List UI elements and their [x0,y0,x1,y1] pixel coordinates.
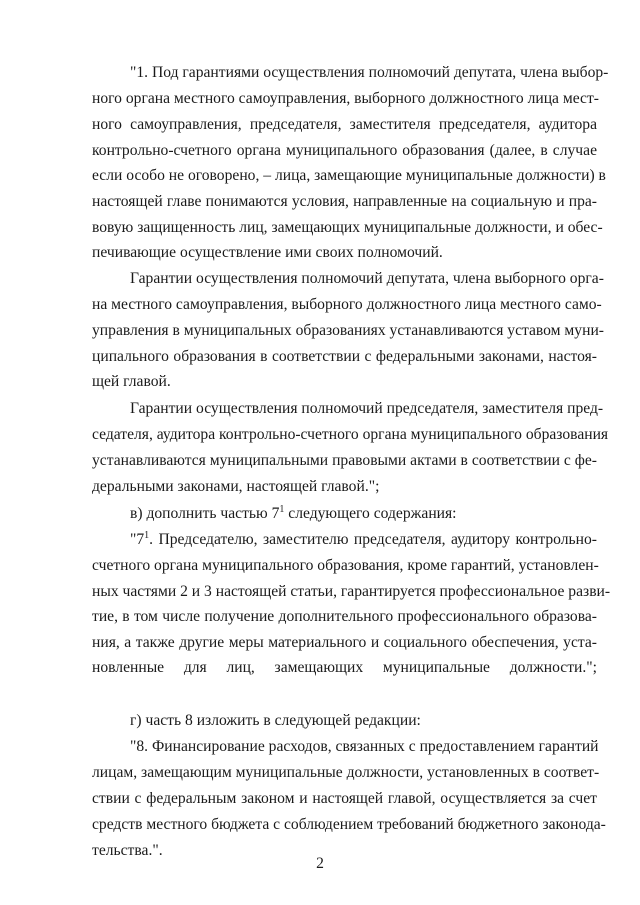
text-line: "1. Под гарантиями осуществления полномочий депутата, члена выбор- [130,64,609,81]
text-line: ного самоуправления, председателя, заместителя председателя, аудитора [92,116,597,133]
text-line: контрольно-счетного органа муниципального образования (далее, в случае [92,142,597,159]
text-line: счетного органа муниципального образования, кроме гарантий, установлен- [92,557,599,574]
text-line: Гарантии осуществления полномочий председателя, заместителя пред- [130,400,604,417]
text-line: ных частями 2 и 3 настоящей статьи, гарантируется профессиональное разви- [92,583,611,600]
text-line: ципального образования в соответствии с федеральными законами, настоя- [92,348,597,365]
text-line: новленные для лиц, замещающих муниципальные должности."; [92,659,597,676]
text-line [130,529,597,551]
page-number: 2 [316,855,324,872]
text-line: средств местного бюджета с соблюдением требований бюджетного законода- [92,816,606,833]
text-line: седателя, аудитора контрольно-счетного органа муниципального образования [92,426,609,443]
text-fragment: . Председателю, заместителю председателя, аудитору контрольно- [149,531,597,548]
text-line: печивающие осуществление ими своих полномочий. [92,244,443,261]
text-line: тельства.". [92,842,163,859]
text-line: г) часть 8 изложить в следующей редакции: [130,712,421,729]
superscript: 1 [279,504,285,515]
text-line: вовую защищенность лиц, замещающих муниципальные должности, и обес- [92,219,603,236]
text-fragment: "7 [130,531,145,548]
text-fragment: следующего содержания: [284,505,457,522]
text-line: Гарантии осуществления полномочий депутата, члена выборного орга- [130,270,604,287]
superscript: 1 [144,530,150,541]
text-line: "8. Финансирование расходов, связанных с предоставлением гарантий [130,738,599,755]
text-fragment: в) дополнить частью 7 [130,505,280,522]
text-line: лицам, замещающим муниципальные должности, установленных в соответ- [92,764,600,781]
text-line: если особо не оговорено, – лица, замещающие муниципальные должности) в [92,167,606,184]
text-line: ствии с федеральным законом и настоящей главой, осуществляется за счет [92,790,597,807]
text-line [92,683,597,705]
text-line: настоящей главе понимаются условия, направленные на социальную и пра- [92,193,597,210]
text-line: ного органа местного самоуправления, выборного должностного лица мест- [92,90,599,107]
text-line: ния, а также другие меры материального и социального обеспечения, уста- [92,634,597,651]
text-line: тие, в том числе получение дополнительного профессионального образова- [92,608,597,625]
text-line: устанавливаются муниципальными правовыми актами в соответствии с фе- [92,452,597,469]
text-line [130,503,597,525]
text-line: управления в муниципальных образованиях устанавливаются уставом муни- [92,322,604,339]
text-line: щей главой. [92,373,171,390]
text-line: на местного самоуправления, выборного должностного лица местного само- [92,296,602,313]
text-line: деральными законами, настоящей главой."; [92,478,380,495]
